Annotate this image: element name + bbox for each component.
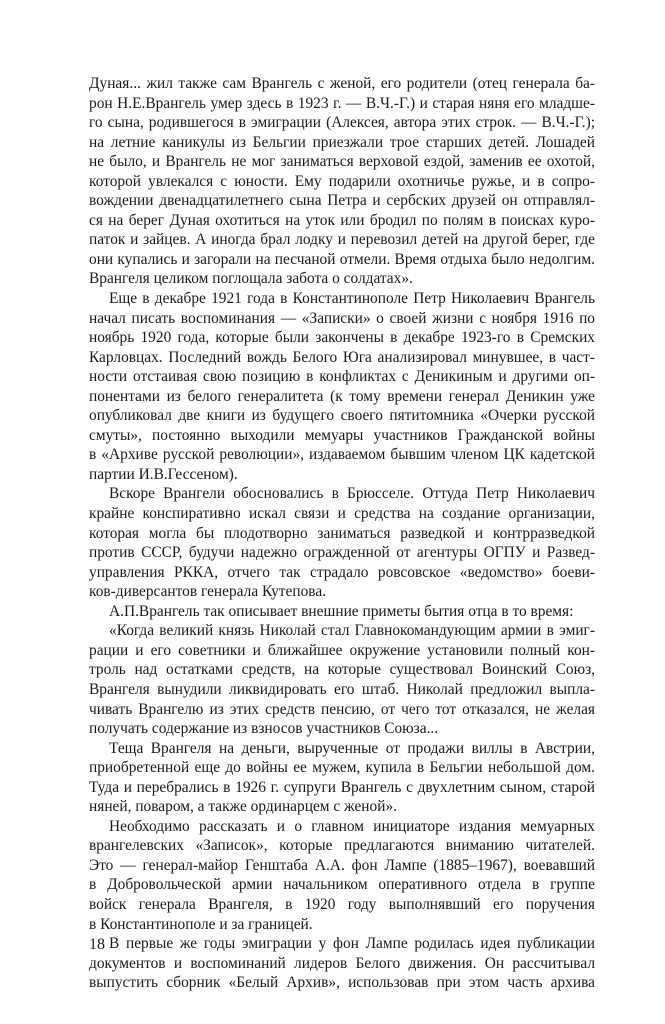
- text-line: не было, и Врангель не мог заниматься верховой ездой, заменив ее охотой,: [89, 153, 595, 171]
- text-line: Дуная... жил также сам Врангель с женой, его родители (отец генерала ба-: [89, 75, 595, 92]
- text-line: крайне конспиративно искал связи и средства на создание организации,: [89, 505, 595, 523]
- text-line: троль над остатками средств, на которые существовал Воинский Союз,: [89, 661, 595, 679]
- text-line: которой увлекался с юности. Ему подарили охотничье ружье, и в сопро-: [89, 172, 595, 190]
- paragraph: [89, 484, 595, 601]
- text-line: ков-диверсантов генерала Кутепова.: [89, 583, 327, 601]
- paragraph: [89, 739, 595, 817]
- text-line: войск генерала Врангеля, в 1920 году выполнявший его поручения: [89, 895, 595, 913]
- text-line: вождении двенадцатилетнего сына Петра и сербских друзей он отправлял-: [89, 192, 595, 210]
- text-line: В первые же годы эмиграции у фон Лампе родилась идея публикации: [109, 935, 595, 953]
- page-number: 18: [89, 936, 105, 953]
- paragraph: [89, 289, 595, 484]
- text-line: Это — генерал-майор Генштаба А.А. фон Лампе (1885–1967), воевавший: [89, 856, 595, 874]
- text-line: врангелевских «Записок», которые предлагаются вниманию читателей.: [89, 837, 595, 855]
- text-line: они купались и загорали на песчаной отмели. Время отдыха было недолгим.: [89, 250, 595, 268]
- text-line: няней, поваром, а также ординарцем с женой».: [89, 798, 398, 816]
- text-line: на летние каникулы из Бельгии приезжали трое старших детей. Лошадей: [89, 133, 595, 151]
- text-line: ся на берег Дуная охотиться на уток или бродил по полям в поисках куро-: [89, 211, 595, 229]
- text-line: Необходимо рассказать и о главном инициаторе издания мемуарных: [109, 817, 595, 835]
- text-line: А.П.Врангель так описывает внешние приметы бытия отца в то время:: [109, 602, 574, 620]
- paragraph: [89, 934, 595, 993]
- text-line: ноябрь 1920 года, которые были закончены в декабре 1923-го в Сремских: [89, 329, 595, 347]
- text-line: го сына, родившегося в эмиграции (Алексея, автора этих строк. — В.Ч.-Г.);: [89, 114, 595, 132]
- text-line: Вскоре Врангели обосновались в Брюсселе. Оттуда Петр Николаевич: [109, 485, 595, 503]
- text-line: против СССР, будучи надежно огражденной от агентуры ОГПУ и Развед-: [89, 544, 595, 562]
- paragraph: [89, 621, 595, 738]
- text-line: рации и его советники и ближайшее окружение установили полный кон-: [89, 641, 595, 659]
- text-line: получать содержание из взносов участников Союза...: [89, 720, 439, 738]
- text-line: Еще в декабре 1921 года в Константинополе Петр Николаевич Врангель: [109, 290, 595, 308]
- text-line: Туда и перебрались в 1926 г. супруги Врангель с двухлетним сыном, старой: [89, 778, 595, 796]
- text-line: в «Архиве русской революции», издаваемом бывшим членом ЦК кадетской: [89, 446, 595, 464]
- text-line: приобретенной еще до войны ее мужем, купила в Бельгии небольшой дом.: [89, 759, 595, 777]
- text-line: рон Н.Е.Врангель умер здесь в 1923 г. — В.Ч.-Г.) и старая няня его младше-: [89, 94, 595, 112]
- text-line: которая могла бы плодотворно заниматься разведкой и контрразведкой: [89, 524, 595, 542]
- text-line: партии И.В.Гессеном).: [89, 465, 238, 483]
- text-line: управления РККА, отчего так страдало ровсовское «ведомство» боеви-: [89, 563, 595, 581]
- page-body: [89, 74, 595, 993]
- text-line: опубликовал две книги из будущего своего пятитомника «Очерки русской: [89, 407, 595, 425]
- text-line: Карловцах. Последний вождь Белого Юга анализировал минувшее, в част-: [89, 348, 595, 366]
- text-line: «Когда великий князь Николай стал Главнокомандующим армии в эмиг-: [109, 622, 595, 640]
- paragraph: [89, 602, 595, 622]
- paragraph: [89, 817, 595, 934]
- text-line: смуты», постоянно выходили мемуары участников Гражданской войны: [89, 426, 595, 444]
- paragraph: [89, 74, 595, 289]
- text-line: понентами из белого генералитета (к тому времени генерал Деникин уже: [89, 387, 595, 405]
- text-line: начал писать воспоминания — «Записки» о своей жизни с ноября 1916 по: [89, 309, 595, 327]
- text-line: Теща Врангеля на деньги, вырученные от продажи виллы в Австрии,: [109, 739, 595, 757]
- text-line: в Константинополе и за границей.: [89, 915, 313, 933]
- text-line: чивать Врангелю из этих средств пенсию, от чего тот отказался, не желая: [89, 700, 595, 718]
- text-line: ности отстаивая свою позицию в конфликтах с Деникиным и другими оп-: [89, 368, 595, 386]
- text-line: в Добровольческой армии начальником оперативного отдела в группе: [89, 876, 595, 894]
- text-line: документов и воспоминаний лидеров Белого движения. Он рассчитывал: [89, 954, 595, 972]
- text-line: выпустить сборник «Белый Архив», использовав при этом часть архива: [89, 974, 595, 992]
- text-line: Врангеля целиком поглощала забота о солдатах».: [89, 270, 413, 288]
- text-line: Врангеля вынудили ликвидировать его штаб. Николай предложил выпла-: [89, 680, 595, 698]
- text-line: паток и зайцев. А иногда брал лодку и перевозил детей на другой берег, где: [89, 231, 595, 249]
